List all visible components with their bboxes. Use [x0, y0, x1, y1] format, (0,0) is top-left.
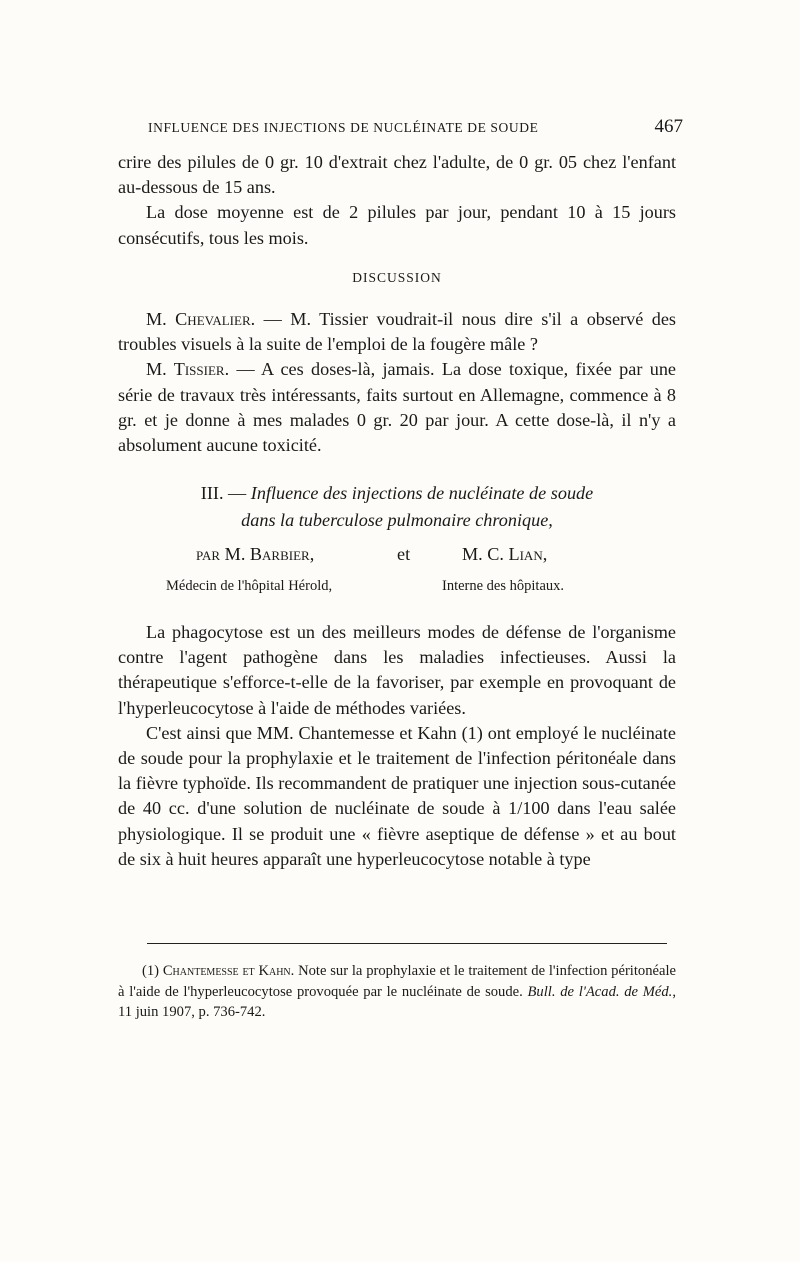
intro-paragraph-1: crire des pilules de 0 gr. 10 d'extrait chez l'adulte, de 0 gr. 05 chez l'enfant au-dessous de 15 ans.: [118, 152, 676, 198]
answer-text: — A ces doses-là, jamais. La dose toxique, fixée par une série de travaux très intéressants, faits surtout en Allemagne, commence à 8 gr. et je donne à mes malades 0 gr. 20 par jour. A cette dose-là, il n'y a absolument aucune toxicité.: [118, 359, 677, 456]
footnote-text: Note sur la prophylaxie et le traitement de l'infection péritonéale à l'aide de l'hyperleucocytose provoquée par le nucléinate de soude.: [118, 963, 676, 1000]
footnote: [118, 961, 676, 1023]
body-paragraph-2: C'est ainsi que MM. Chantemesse et Kahn (1) ont employé le nucléinate de soude pour la prophylaxie et le traitement de l'infection péritonéale dans la fièvre typhoïde. Ils recommandent de pratiquer une injection sous-cutanée de 40 cc. d'une solution de nucléinate de soude à 1/100 dans l'eau salée physiologique. Il se produit une « fièvre aseptique de défense » et au bout de six à huit heures apparaît une hyperleucocytose notable à type: [118, 722, 676, 869]
discussion-question: [118, 307, 676, 357]
section-title-line-2: dans la tuberculose pulmonaire chronique,: [241, 510, 553, 530]
footnote-rule: [147, 943, 667, 944]
running-header: [148, 116, 683, 138]
footnote-marker: (1): [142, 963, 163, 979]
footnote-journal: Bull. de l'Acad. de Méd.: [527, 983, 673, 1000]
author-barbier: par M. Barbier,: [196, 544, 315, 564]
footnote-authors: Chantemesse et Kahn.: [162, 963, 295, 979]
speaker-tissier: M. Tissier.: [146, 359, 230, 380]
authors-block: [118, 544, 676, 604]
speaker-chevalier: M. Chevalier.: [146, 309, 256, 329]
body-paragraph-1: La phagocytose est un des meilleurs modes de défense de l'organisme contre l'agent pathogène dans les maladies infectieuses. Aussi la thérapeutique s'efforce-t-elle de la favoriser, par exemple en provoquant de l'hyperleucocytose à l'aide de méthodes variées.: [118, 622, 676, 718]
intro-paragraph-2: La dose moyenne est de 2 pilules par jour, pendant 10 à 15 jours consécutifs, tous les mois.: [118, 202, 676, 248]
question-text: — M. Tissier voudrait-il nous dire s'il a observé des troubles visuels à la suite de l'emploi de la fougère mâle ?: [118, 309, 676, 355]
page-number: 467: [654, 116, 683, 137]
role-barbier: Médecin de l'hôpital Hérold,: [166, 578, 333, 594]
article-body: [118, 620, 676, 872]
section-title-text-1: Influence des injections de nucléinate de soude: [250, 483, 594, 503]
discussion-answer: [118, 357, 676, 458]
intro-text: [118, 150, 676, 251]
role-lian: Interne des hôpitaux.: [442, 578, 565, 594]
author-conjunction: et: [397, 544, 411, 564]
footnote-paragraph: [118, 961, 676, 1023]
author-lian: M. C. Lian,: [462, 544, 548, 564]
discussion-heading: DISCUSSION: [352, 270, 442, 285]
section-title-line-1: [118, 480, 676, 507]
section-number: III. —: [200, 483, 251, 503]
footnote-ref: , 11 juin 1907, p. 736-742.: [118, 983, 676, 1020]
running-title: INFLUENCE DES INJECTIONS DE NUCLÉINATE DE SOUDE: [148, 120, 539, 135]
discussion-text: [118, 307, 676, 458]
